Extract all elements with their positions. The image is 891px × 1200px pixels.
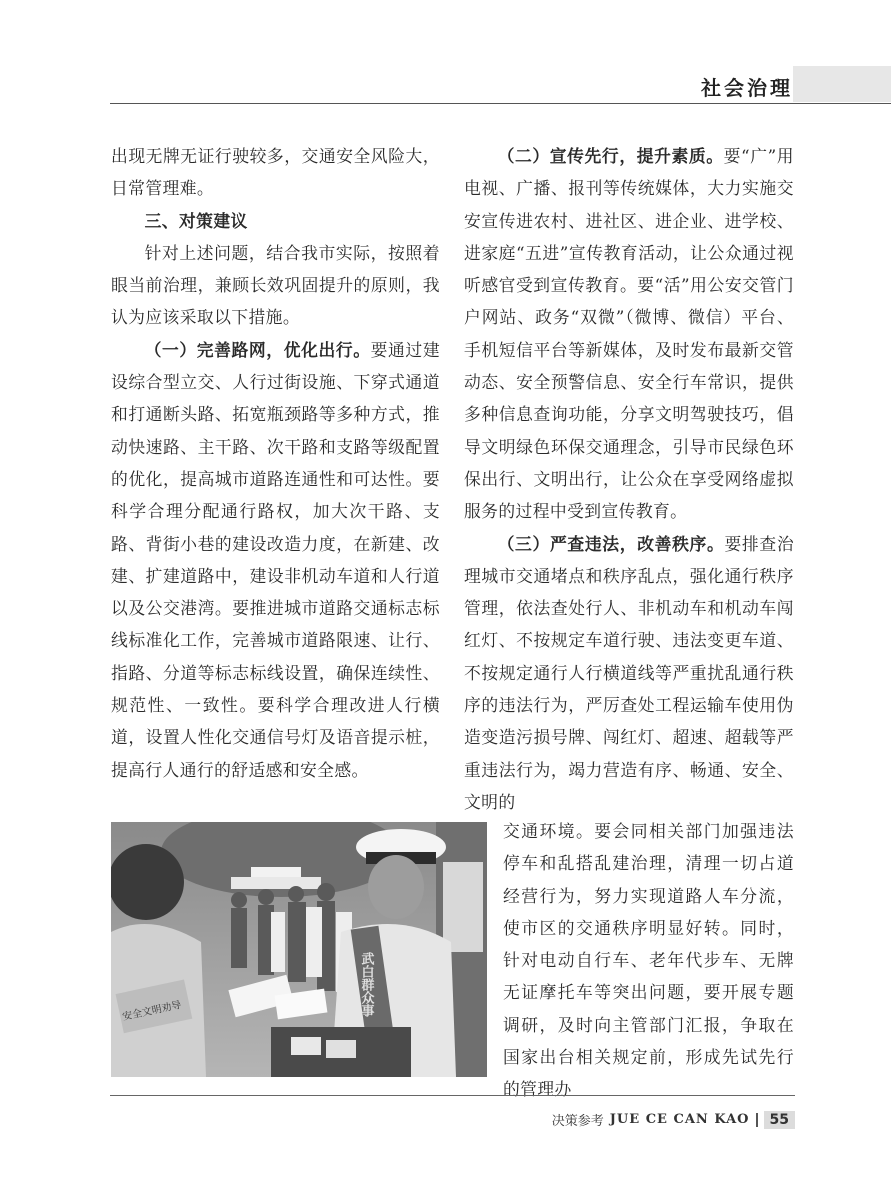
paragraph-body: 要通过建设综合型立交、人行过街设施、下穿式通道和打通断头路、拓宽瓶颈路等多种方式，推动快速路、主干路、次干路和支路等级配置的优化，提高城市道路连通性和可达性。要科学合理分配通行路权，加大次干路、支路、背街小巷的建设改造力度，在新建、改建、扩建道路中，建设非机动车道和人行道以及公交港湾。要推进城市道路交通标志标线标准化工作，完善城市道路限速、让行、指路、分道等标志标线设置，确保连续性、规范性、一致性。要科学合理改进人行横道，设置人性化交通信号灯及语音提示桩，提高行人通行的舒适感和安全感。 [111, 339, 441, 780]
paragraph-body: 要“广”用电视、广播、报刊等传统媒体，大力实施交安宣传进农村、进社区、进企业、进学校、进家庭“五进”宣传教育活动，让公众通过视听感官受到宣传教育。要“活”用公安交管门户网站、政务“双微”（微博、微信）平台、手机短信平台等新媒体，及时发布最新交管动态、安全预警信息、安全行车常识，提供多种信息查询功能，分享文明驾驶技巧，倡导文明绿色环保交通理念，引导市民绿色环保出行、文明出行，让公众在享受网络虚拟服务的过程中受到宣传教育。 [464, 146, 794, 522]
page-footer [552, 1110, 795, 1129]
paragraph [111, 334, 440, 786]
sash-text: 武白群众事 [358, 952, 374, 1017]
brochure [291, 1037, 321, 1055]
officer-face [368, 855, 424, 919]
article-photo [111, 822, 487, 1077]
section-tag-background [793, 66, 891, 102]
paragraph-lead: （二）宣传先行，提升素质。 [497, 146, 724, 166]
vest-label: 安全文明劝导 [121, 999, 183, 1024]
paragraph [464, 140, 794, 528]
publication-name: 决策参考 [551, 1114, 604, 1129]
paragraph-lead: （三）严查违法，改善秩序。 [497, 533, 725, 554]
section-heading: 三、对策建议 [144, 210, 248, 231]
footer-divider [110, 1095, 795, 1096]
paragraph-body: 要排查治理城市交通堵点和秩序乱点，强化通行秩序管理，依法查处行人、非机动车和机动车闯红灯、不按规定车道行驶、违法变更车道、不按规定通行人行横道线等严重扰乱通行秩序的违法行为，严厉查处工程运输车使用伪造变造污损号牌、闯红灯、超速、超载等严重违法行为，竭力营造有序、畅通、安全、文明的 [464, 533, 795, 812]
right-column [464, 140, 794, 818]
section-title: 社会治理 [701, 76, 793, 100]
publication-name-en: JUE CE CAN KAO [609, 1112, 750, 1127]
brochure [326, 1040, 356, 1058]
paragraph-continuation: 交通环境。要会同相关部门加强违法停车和乱搭乱建治理，清理一切占道经营行为，努力实现道路人车分流，使市区的交通秩序明显好转。同时，针对电动自行车、老年代步车、无牌无证摩托车等突出问题，要开展专题调研，及时向主管部门汇报，争取在国家出台相关规定前，形成先试先行的管理办 [503, 821, 794, 1100]
paragraph: 针对上述问题，结合我市实际，按照着眼当前治理，兼顾长效巩固提升的原则，我认为应该采取以下措施。 [111, 242, 440, 328]
tent [251, 867, 301, 877]
paragraph-lead: （一）完善路网，优化出行。 [144, 339, 371, 360]
header-divider [110, 103, 891, 104]
right-column-continuation [503, 815, 794, 1106]
paragraph [464, 528, 794, 819]
tent [231, 877, 321, 889]
footer-separator [756, 1113, 758, 1127]
photo-illustration [111, 822, 487, 1077]
paragraph: 出现无牌无证行驶较多，交通安全风险大，日常管理难。 [111, 146, 440, 199]
left-column [111, 140, 440, 786]
page-number: 55 [764, 1111, 795, 1129]
volunteer-head [111, 844, 184, 920]
poster [443, 862, 483, 952]
